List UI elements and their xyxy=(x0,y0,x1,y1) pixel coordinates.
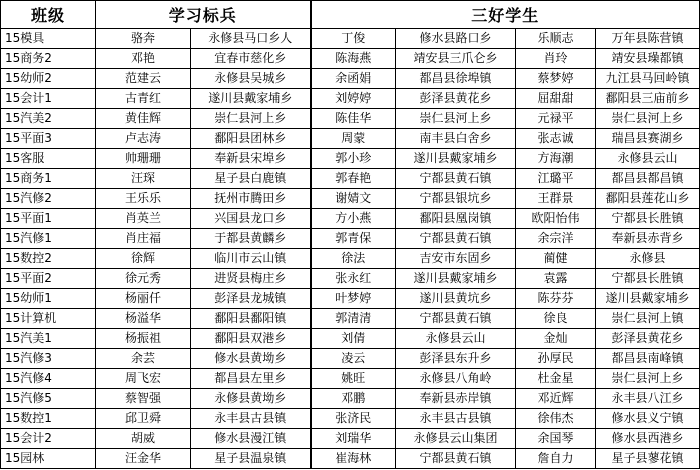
merit-student-2-origin-cell: 宁都县长胜镇 xyxy=(596,209,700,229)
merit-student-2-name-cell: 余宗洋 xyxy=(516,229,596,249)
class-cell: 15客服 xyxy=(1,149,96,169)
merit-student-2-origin-cell: 瑞昌县赛湖乡 xyxy=(596,129,700,149)
model-soldier-origin-cell: 修水县黄坳乡 xyxy=(191,349,311,369)
merit-student-1-origin-cell: 鄱阳县凰岗镇 xyxy=(396,209,516,229)
model-soldier-origin-cell: 星子县温泉镇 xyxy=(191,449,311,469)
merit-student-1-name-cell: 刘婷婷 xyxy=(311,89,396,109)
merit-student-2-origin-cell: 崇仁县河上乡 xyxy=(596,109,700,129)
model-soldier-name-cell: 杨溢华 xyxy=(96,309,191,329)
merit-student-2-name-cell: 徐良 xyxy=(516,309,596,329)
class-cell: 15会计2 xyxy=(1,429,96,449)
merit-student-2-origin-cell: 都昌县南峰镇 xyxy=(596,349,700,369)
table-row xyxy=(1,289,700,309)
model-soldier-name-cell: 邱卫舜 xyxy=(96,409,191,429)
merit-student-2-name-cell: 孙厚民 xyxy=(516,349,596,369)
class-cell: 15幼师2 xyxy=(1,69,96,89)
merit-student-2-name-cell: 陈芬芬 xyxy=(516,289,596,309)
merit-student-2-origin-cell: 宁都县长胜镇 xyxy=(596,269,700,289)
class-cell: 15汽修1 xyxy=(1,229,96,249)
model-soldier-name-cell: 徐元秀 xyxy=(96,269,191,289)
merit-student-1-origin-cell: 修水县路口乡 xyxy=(396,29,516,49)
model-soldier-origin-cell: 星子县白鹿镇 xyxy=(191,169,311,189)
merit-student-1-origin-cell: 永修县云山 xyxy=(396,329,516,349)
table-body xyxy=(1,29,700,469)
model-soldier-name-cell: 范建云 xyxy=(96,69,191,89)
table-row xyxy=(1,89,700,109)
merit-student-2-name-cell: 詹自力 xyxy=(516,449,596,469)
table-row xyxy=(1,329,700,349)
merit-student-1-name-cell: 郭清清 xyxy=(311,309,396,329)
class-cell: 15汽修5 xyxy=(1,389,96,409)
merit-student-1-origin-cell: 遂川县戴家埔乡 xyxy=(396,149,516,169)
merit-student-1-name-cell: 刘倩 xyxy=(311,329,396,349)
merit-student-1-name-cell: 刘瑞华 xyxy=(311,429,396,449)
merit-student-2-origin-cell: 修水县西港乡 xyxy=(596,429,700,449)
merit-student-1-name-cell: 叶梦婷 xyxy=(311,289,396,309)
merit-student-1-name-cell: 周蒙 xyxy=(311,129,396,149)
table-row xyxy=(1,229,700,249)
model-soldier-name-cell: 蔡智强 xyxy=(96,389,191,409)
table-row xyxy=(1,69,700,89)
model-soldier-name-cell: 帅珊珊 xyxy=(96,149,191,169)
model-soldier-name-cell: 汪琛 xyxy=(96,169,191,189)
model-soldier-origin-cell: 永丰县古县镇 xyxy=(191,409,311,429)
merit-student-2-origin-cell: 靖安县璪都镇 xyxy=(596,49,700,69)
class-cell: 15平面2 xyxy=(1,269,96,289)
merit-student-2-name-cell: 金灿 xyxy=(516,329,596,349)
merit-student-2-origin-cell: 九江县马回岭镇 xyxy=(596,69,700,89)
model-soldier-name-cell: 周飞宏 xyxy=(96,369,191,389)
merit-student-2-name-cell: 蔡梦婷 xyxy=(516,69,596,89)
merit-student-1-name-cell: 邓鹏 xyxy=(311,389,396,409)
model-soldier-name-cell: 徐辉 xyxy=(96,249,191,269)
merit-student-1-origin-cell: 崇仁县河上乡 xyxy=(396,109,516,129)
merit-student-2-origin-cell: 星子县蓼花镇 xyxy=(596,449,700,469)
merit-student-1-name-cell: 谢婧文 xyxy=(311,189,396,209)
class-cell: 15会计1 xyxy=(1,89,96,109)
table-row xyxy=(1,449,700,469)
model-soldier-name-cell: 王乐乐 xyxy=(96,189,191,209)
merit-student-2-name-cell: 元禄平 xyxy=(516,109,596,129)
table-row xyxy=(1,249,700,269)
merit-student-1-origin-cell: 都昌县徐埠镇 xyxy=(396,69,516,89)
merit-student-2-name-cell: 邓近辉 xyxy=(516,389,596,409)
merit-student-2-name-cell: 肖玲 xyxy=(516,49,596,69)
merit-student-2-origin-cell: 永修县云山 xyxy=(596,149,700,169)
merit-student-2-name-cell: 乐顺志 xyxy=(516,29,596,49)
merit-student-2-name-cell: 徐伟杰 xyxy=(516,409,596,429)
merit-student-2-name-cell: 蔺健 xyxy=(516,249,596,269)
class-cell: 15平面1 xyxy=(1,209,96,229)
merit-student-2-name-cell: 余国琴 xyxy=(516,429,596,449)
merit-student-2-origin-cell: 万年县陈营镇 xyxy=(596,29,700,49)
table-row xyxy=(1,29,700,49)
model-soldier-origin-cell: 兴国县龙口乡 xyxy=(191,209,311,229)
merit-student-1-origin-cell: 宁都县黄石镇 xyxy=(396,449,516,469)
model-soldier-origin-cell: 鄱阳县团林乡 xyxy=(191,129,311,149)
model-soldier-origin-cell: 遂川县戴家埔乡 xyxy=(191,89,311,109)
table-row xyxy=(1,409,700,429)
model-soldier-origin-cell: 永修县马口乡人 xyxy=(191,29,311,49)
merit-student-1-origin-cell: 彭泽县东升乡 xyxy=(396,349,516,369)
table-row xyxy=(1,149,700,169)
merit-student-1-name-cell: 崔海林 xyxy=(311,449,396,469)
header-class: 班级 xyxy=(1,1,96,29)
merit-student-2-origin-cell: 永修县 xyxy=(596,249,700,269)
merit-student-1-name-cell: 陈海燕 xyxy=(311,49,396,69)
model-soldier-origin-cell: 永修县黄坳乡 xyxy=(191,389,311,409)
merit-student-2-name-cell: 袁露 xyxy=(516,269,596,289)
class-cell: 15园林 xyxy=(1,449,96,469)
class-cell: 15汽美2 xyxy=(1,109,96,129)
merit-student-1-name-cell: 陈佳华 xyxy=(311,109,396,129)
merit-student-1-name-cell: 余函娟 xyxy=(311,69,396,89)
model-soldier-origin-cell: 修水县漫江镇 xyxy=(191,429,311,449)
model-soldier-name-cell: 肖英兰 xyxy=(96,209,191,229)
merit-student-1-name-cell: 张济民 xyxy=(311,409,396,429)
class-cell: 15模具 xyxy=(1,29,96,49)
merit-student-1-origin-cell: 彭泽县黄花乡 xyxy=(396,89,516,109)
model-soldier-name-cell: 杨丽仟 xyxy=(96,289,191,309)
merit-student-2-origin-cell: 鄱阳县三庙前乡 xyxy=(596,89,700,109)
model-soldier-name-cell: 卢志涛 xyxy=(96,129,191,149)
merit-student-1-origin-cell: 宁都县黄石镇 xyxy=(396,229,516,249)
class-cell: 15平面3 xyxy=(1,129,96,149)
model-soldier-name-cell: 古青红 xyxy=(96,89,191,109)
model-soldier-name-cell: 余芸 xyxy=(96,349,191,369)
table-row xyxy=(1,369,700,389)
model-soldier-origin-cell: 永修县吴城乡 xyxy=(191,69,311,89)
table-header xyxy=(1,1,700,29)
merit-student-2-name-cell: 王群景 xyxy=(516,189,596,209)
merit-student-1-origin-cell: 南丰县白舍乡 xyxy=(396,129,516,149)
class-cell: 15数控2 xyxy=(1,249,96,269)
merit-student-1-origin-cell: 永修县八角岭 xyxy=(396,369,516,389)
merit-student-2-name-cell: 欧阳怡伟 xyxy=(516,209,596,229)
model-soldier-name-cell: 骆奔 xyxy=(96,29,191,49)
model-soldier-origin-cell: 奉新县宋埠乡 xyxy=(191,149,311,169)
class-cell: 15商务2 xyxy=(1,49,96,69)
model-soldier-origin-cell: 鄱阳县鄱阳镇 xyxy=(191,309,311,329)
table-row xyxy=(1,269,700,289)
merit-student-2-name-cell: 方海潮 xyxy=(516,149,596,169)
table-row xyxy=(1,129,700,149)
model-soldier-name-cell: 邓艳 xyxy=(96,49,191,69)
header-row xyxy=(1,1,700,29)
merit-student-2-name-cell: 江璐平 xyxy=(516,169,596,189)
model-soldier-origin-cell: 彭泽县龙城镇 xyxy=(191,289,311,309)
model-soldier-origin-cell: 临川市云山镇 xyxy=(191,249,311,269)
class-cell: 15幼师1 xyxy=(1,289,96,309)
table-row xyxy=(1,429,700,449)
merit-student-1-name-cell: 郭春艳 xyxy=(311,169,396,189)
model-soldier-name-cell: 汪金华 xyxy=(96,449,191,469)
model-soldier-name-cell: 杨振祖 xyxy=(96,329,191,349)
merit-student-1-name-cell: 郭小珍 xyxy=(311,149,396,169)
merit-student-1-origin-cell: 永丰县古县镇 xyxy=(396,409,516,429)
class-cell: 15汽修3 xyxy=(1,349,96,369)
class-cell: 15汽美1 xyxy=(1,329,96,349)
merit-student-2-origin-cell: 奉新县赤背乡 xyxy=(596,229,700,249)
table-row xyxy=(1,169,700,189)
table-row xyxy=(1,49,700,69)
merit-student-2-origin-cell: 崇仁县河上镇 xyxy=(596,309,700,329)
merit-student-1-origin-cell: 靖安县三爪仑乡 xyxy=(396,49,516,69)
merit-student-1-origin-cell: 遂川县戴家埔乡 xyxy=(396,269,516,289)
merit-student-2-origin-cell: 都昌县都昌镇 xyxy=(596,169,700,189)
merit-student-2-name-cell: 杜金星 xyxy=(516,369,596,389)
header-model-soldier: 学习标兵 xyxy=(96,1,311,29)
model-soldier-origin-cell: 抚州市腾田乡 xyxy=(191,189,311,209)
table-row xyxy=(1,309,700,329)
model-soldier-name-cell: 胡威 xyxy=(96,429,191,449)
merit-student-1-origin-cell: 宁都县黄石镇 xyxy=(396,169,516,189)
merit-student-1-origin-cell: 奉新县赤岸镇 xyxy=(396,389,516,409)
merit-student-1-origin-cell: 永修县云山集团 xyxy=(396,429,516,449)
class-cell: 15汽修4 xyxy=(1,369,96,389)
model-soldier-name-cell: 黄佳辉 xyxy=(96,109,191,129)
merit-student-1-origin-cell: 宁都县银坑乡 xyxy=(396,189,516,209)
table-row xyxy=(1,389,700,409)
merit-student-2-name-cell: 张志诚 xyxy=(516,129,596,149)
model-soldier-name-cell: 肖庄福 xyxy=(96,229,191,249)
merit-student-2-origin-cell: 修水县义宁镇 xyxy=(596,409,700,429)
merit-student-1-name-cell: 郭青保 xyxy=(311,229,396,249)
merit-student-2-origin-cell: 彭泽县黄花乡 xyxy=(596,329,700,349)
merit-student-1-name-cell: 凌云 xyxy=(311,349,396,369)
model-soldier-origin-cell: 崇仁县河上乡 xyxy=(191,109,311,129)
table-row xyxy=(1,349,700,369)
merit-student-1-origin-cell: 遂川县黄坑乡 xyxy=(396,289,516,309)
model-soldier-origin-cell: 于都县黄麟乡 xyxy=(191,229,311,249)
class-cell: 15数控1 xyxy=(1,409,96,429)
merit-student-2-name-cell: 屈甜甜 xyxy=(516,89,596,109)
merit-student-2-origin-cell: 遂川县戴家埔乡 xyxy=(596,289,700,309)
model-soldier-origin-cell: 鄱阳县双港乡 xyxy=(191,329,311,349)
model-soldier-origin-cell: 都昌县左里乡 xyxy=(191,369,311,389)
table-row xyxy=(1,189,700,209)
model-soldier-origin-cell: 宜春市慈化乡 xyxy=(191,49,311,69)
merit-student-1-name-cell: 方小燕 xyxy=(311,209,396,229)
header-merit-student: 三好学生 xyxy=(311,1,700,29)
class-cell: 15计算机 xyxy=(1,309,96,329)
merit-student-1-origin-cell: 宁都县黄石镇 xyxy=(396,309,516,329)
class-cell: 15汽修2 xyxy=(1,189,96,209)
class-cell: 15商务1 xyxy=(1,169,96,189)
table-row xyxy=(1,109,700,129)
table-row xyxy=(1,209,700,229)
merit-student-1-name-cell: 徐法 xyxy=(311,249,396,269)
model-soldier-origin-cell: 进贤县梅庄乡 xyxy=(191,269,311,289)
merit-student-2-origin-cell: 崇仁县河上乡 xyxy=(596,369,700,389)
merit-student-2-origin-cell: 永丰县八江乡 xyxy=(596,389,700,409)
merit-student-1-name-cell: 丁俊 xyxy=(311,29,396,49)
merit-student-1-name-cell: 姚旺 xyxy=(311,369,396,389)
merit-student-2-origin-cell: 鄱阳县莲花山乡 xyxy=(596,189,700,209)
merit-student-1-name-cell: 张永红 xyxy=(311,269,396,289)
merit-student-1-origin-cell: 吉安市东固乡 xyxy=(396,249,516,269)
